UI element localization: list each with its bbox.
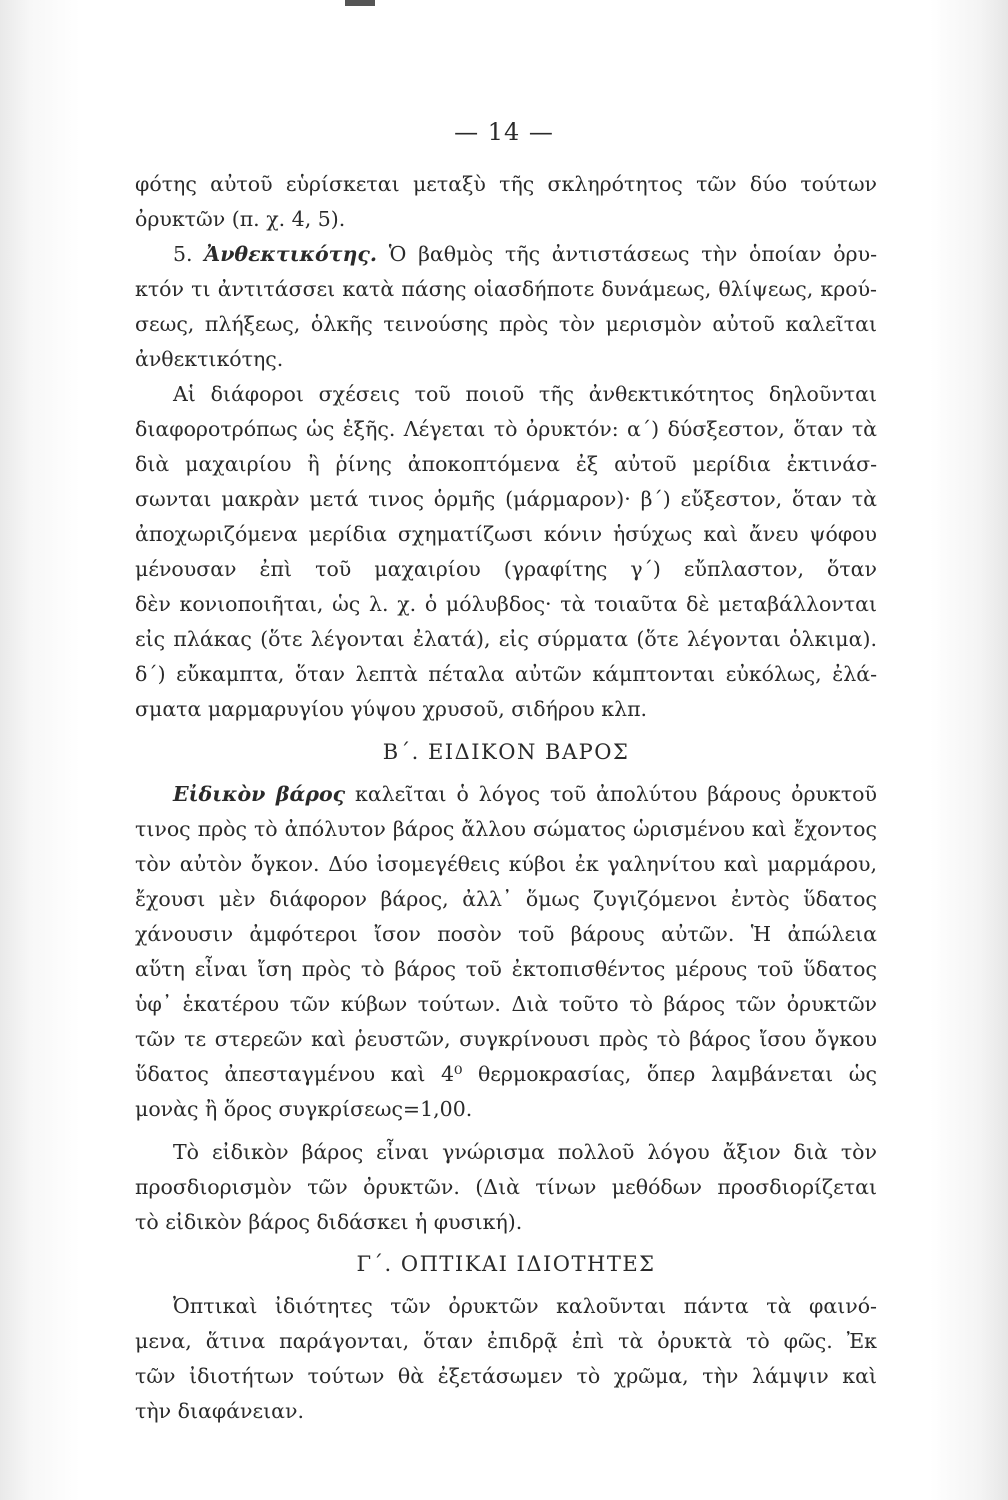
text-line: προσδιορισμὸν τῶν ὀρυκτῶν. (Διὰ τίνων μεθόδων προσδιορίζεται [135, 1175, 877, 1199]
text-line: εἰς πλάκας (ὅτε λέγονται ἐλατά), εἰς σύρματα (ὅτε λέγονται ὁλκιμα). [135, 627, 877, 651]
text-line: μένουσαν ἐπὶ τοῦ μαχαιρίου (γραφίτης γ΄) εὔπλαστον, ὅταν [135, 557, 877, 581]
item-number: 5. [173, 242, 193, 266]
text-line: ἔχουσι μὲν διάφορον βάρος, ἀλλ᾽ ὅμως ζυγιζόμενοι ἐντὸς ὕδατος [135, 887, 877, 911]
text-span: καλεῖται ὁ λόγος τοῦ ἀπολύτου βάρους ὀρυκτοῦ [355, 782, 877, 806]
text-line: μενα, ἅτινα παράγονται, ὅταν ἐπιδρᾷ ἐπὶ τὰ ὀρυκτὰ τὸ φῶς. Ἐκ [135, 1329, 877, 1353]
text-line: φότης αὐτοῦ εὑρίσκεται μεταξὺ τῆς σκληρότητος τῶν δύο τούτων [135, 172, 877, 196]
section-heading-specific-weight: Β΄. ΕΙΔΙΚΟΝ ΒΑΡΟΣ [382, 740, 630, 764]
text-line: αὕτη εἶναι ἴση πρὸς τὸ βάρος τοῦ ἐκτοπισθέντος μέρους τοῦ ὕδατος [135, 957, 877, 981]
text-line: ὕδατος ἀπεσταγμένου καὶ 4⁰ θερμοκρασίας, ὅπερ λαμβάνεται ὡς [135, 1062, 877, 1086]
text-line: τινος πρὸς τὸ ἀπόλυτον βάρος ἄλλου σώματος ὡρισμένου καὶ ἔχοντος [135, 817, 877, 841]
text-line: Ὀπτικαὶ ἰδιότητες τῶν ὀρυκτῶν καλοῦνται πάντα τὰ φαινό- [173, 1294, 877, 1318]
section-heading-optical-properties: Γ΄. ΟΠΤΙΚΑΙ ΙΔΙΟΤΗΤΕΣ [356, 1252, 656, 1276]
text-line: ἀνθεκτικότης. [135, 347, 284, 371]
text-line: Τὸ εἰδικὸν βάρος εἶναι γνώρισμα πολλοῦ λόγου ἄξιον διὰ τὸν [173, 1140, 877, 1164]
text-line: ὑφ᾽ ἑκατέρου τῶν κύβων τούτων. Διὰ τοῦτο τὸ βάρος τῶν ὀρυκτῶν [135, 992, 877, 1016]
page-number: — 14 — [454, 118, 554, 146]
text-line: σεως, πλήξεως, ὁλκῆς τεινούσης πρὸς τὸν μερισμὸν αὐτοῦ καλεῖται [135, 312, 877, 336]
scan-mark [345, 0, 375, 6]
text-line: τὸ εἰδικὸν βάρος διδάσκει ἡ φυσική). [135, 1210, 523, 1234]
text-line: δ΄) εὔκαμπτα, ὅταν λεπτὰ πέταλα αὐτῶν κάμπτονται εὐκόλως, ἐλά- [135, 662, 877, 686]
text-span: Ὁ βαθμὸς τῆς ἀντιστάσεως τὴν ὁποίαν ὀρυ- [388, 242, 877, 266]
text-line: χάνουσιν ἀμφότεροι ἴσον ποσὸν τοῦ βάρους αὐτῶν. Ἡ ἀπώλεια [135, 922, 877, 946]
text-line: κτόν τι ἀντιτάσσει κατὰ πάσης οἱασδήποτε δυνάμεως, θλίψεως, κρού- [135, 277, 877, 301]
text-line: Αἱ διάφοροι σχέσεις τοῦ ποιοῦ τῆς ἀνθεκτικότητος δηλοῦνται [173, 382, 877, 406]
text-line: διαφοροτρόπως ὡς ἑξῆς. Λέγεται τὸ ὀρυκτόν: α΄) δύσξεστον, ὅταν τὰ [135, 417, 877, 441]
text-line: διὰ μαχαιρίου ἢ ῥίνης ἀποκοπτόμενα ἐξ αὐτοῦ μερίδια ἐκτινάσ- [135, 452, 877, 476]
text-line: ἀποχωριζόμενα μερίδια σχηματίζωσι κόνιν ἡσύχως καὶ ἄνευ ψόφου [135, 522, 877, 546]
text-line: τὸν αὐτὸν ὄγκον. Δύο ἰσομεγέθεις κύβοι ἐκ γαληνίτου καὶ μαρμάρου, [135, 852, 877, 876]
text-line [135, 776, 877, 812]
text-line: τὴν διαφάνειαν. [135, 1399, 304, 1423]
text-line: τῶν τε στερεῶν καὶ ῥευστῶν, συγκρίνουσι πρὸς τὸ βάρος ἴσου ὄγκου [135, 1027, 877, 1051]
text-line: σματα μαρμαρυγίου γύψου χρυσοῦ, σιδήρου κλπ. [135, 697, 648, 721]
text-line: δὲν κονιοποιῆται, ὡς λ. χ. ὁ μόλυβδος· τὰ τοιαῦτα δὲ μεταβάλλονται [135, 592, 877, 616]
text-line [135, 236, 877, 272]
text-line: μονὰς ἢ ὅρος συγκρίσεως=1,00. [135, 1097, 473, 1121]
term-anthektikotis: Ἀνθεκτικότης. [204, 242, 377, 266]
text-line: τῶν ἰδιοτήτων τούτων θὰ ἐξετάσωμεν τὸ χρῶμα, τὴν λάμψιν καὶ [135, 1364, 877, 1388]
text-line: ὀρυκτῶν (π. χ. 4, 5). [135, 207, 346, 231]
text-line: σωνται μακρὰν μετά τινος ὁρμῆς (μάρμαρον)· β΄) εὔξεστον, ὅταν τὰ [135, 487, 877, 511]
term-eidikon-varos: Εἰδικὸν βάρος [173, 782, 346, 806]
